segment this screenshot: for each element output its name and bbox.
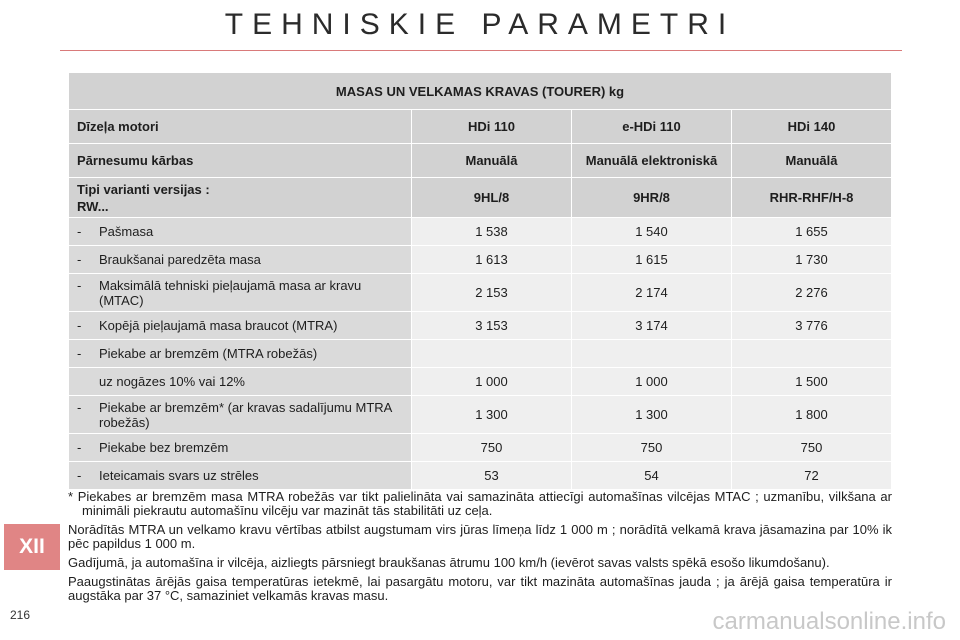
row-dash: - (77, 399, 82, 415)
header-value: 9HR/8 (572, 178, 732, 218)
row-value: 3 174 (572, 312, 732, 340)
row-label: Piekabe ar bremzēm (MTRA robežās) (99, 346, 318, 361)
footnote-paragraph: Paaugstinātas ārējās gaisa temperatūras ietekmē, lai pasargātu motoru, var tikt mazināta automašīnas jauda ; ja ārējā gaisa temperatūra ir augstāka par 37 °C, samaziniet velkamās kravas masu. (68, 574, 892, 603)
row-value: 1 500 (732, 368, 892, 396)
row-dash: - (77, 468, 82, 483)
row-value: 72 (732, 462, 892, 490)
row-label: Maksimālā tehniski pieļaujamā masa ar kravu (MTAC) (99, 277, 362, 308)
table-row (69, 246, 892, 274)
header-value: Manuālā (732, 144, 892, 178)
row-dash: - (77, 346, 82, 361)
row-label: Ieteicamais svars uz strēles (99, 468, 259, 483)
row-dash: - (77, 318, 82, 333)
table-row (69, 312, 892, 340)
row-label: uz nogāzes 10% vai 12% (99, 374, 245, 389)
row-value: 2 276 (732, 274, 892, 312)
table-row (69, 274, 892, 312)
footnote-paragraph: Norādītās MTRA un velkamo kravu vērtības atbilst augstumam virs jūras līmeņa līdz 1 000 m ; norādītā velkamā krava jāsamazina par 10% ik pēc papildus 1 000 m. (68, 522, 892, 551)
table-row (69, 368, 892, 396)
row-value: 53 (412, 462, 572, 490)
row-value: 2 174 (572, 274, 732, 312)
row-dash: - (77, 224, 82, 239)
row-value (572, 340, 732, 368)
header-row-variants (69, 178, 892, 218)
row-value: 1 613 (412, 246, 572, 274)
row-dash: - (77, 252, 82, 267)
row-value: 3 153 (412, 312, 572, 340)
row-dash: - (77, 440, 82, 455)
row-value: 1 000 (572, 368, 732, 396)
table-row (69, 396, 892, 434)
row-value: 1 300 (412, 396, 572, 434)
row-value: 3 776 (732, 312, 892, 340)
row-value: 2 153 (412, 274, 572, 312)
row-value (412, 340, 572, 368)
row-label: Pašmasa (99, 224, 154, 239)
table-row (69, 462, 892, 490)
table-row (69, 218, 892, 246)
table-row (69, 434, 892, 462)
footnote-star: * Piekabes ar bremzēm masa MTRA robežās var tikt palielināta vai samazināta attiecīgi automašīnas vilcējas MTAC ; uzmanību, vilkšana ar minimāli piekrautu automašīnu vilcēju var mazināt tās stabilitāti uz ceļa. (68, 489, 892, 518)
header-value: RHR-RHF/H-8 (732, 178, 892, 218)
row-value: 1 800 (732, 396, 892, 434)
header-value: HDi 140 (732, 110, 892, 144)
header-label: Dīzeļa motori (69, 110, 412, 144)
footnotes (68, 490, 892, 608)
row-value: 750 (572, 434, 732, 462)
row-value: 1 655 (732, 218, 892, 246)
header-label-line2: RW... (77, 198, 109, 214)
page-number: 216 (10, 608, 31, 622)
row-value: 750 (732, 434, 892, 462)
row-value (732, 340, 892, 368)
page-title: TEHNISKIE PARAMETRI (224, 8, 736, 41)
header-value: Manuālā elektroniskā (572, 144, 732, 178)
header-label-line1: Tipi varianti versijas : (77, 181, 210, 197)
row-value: 1 000 (412, 368, 572, 396)
watermark: carmanualsonline.info (712, 608, 946, 635)
row-value: 1 615 (572, 246, 732, 274)
row-value: 1 540 (572, 218, 732, 246)
header-label (69, 178, 412, 218)
table-heading: MASAS UN VELKAMAS KRAVAS (TOURER) kg (69, 73, 892, 110)
header-value: e-HDi 110 (572, 110, 732, 144)
header-row-engines (69, 110, 892, 144)
table-row (69, 340, 892, 368)
row-value: 1 538 (412, 218, 572, 246)
title-divider (60, 50, 902, 51)
row-label: Kopējā pieļaujamā masa braucot (MTRA) (99, 318, 338, 333)
row-value: 54 (572, 462, 732, 490)
row-label: Piekabe bez bremzēm (99, 440, 229, 455)
header-value: HDi 110 (412, 110, 572, 144)
mass-table (68, 72, 892, 490)
row-value: 750 (412, 434, 572, 462)
row-dash: - (77, 277, 82, 293)
header-value: 9HL/8 (412, 178, 572, 218)
row-label: Braukšanai paredzēta masa (99, 252, 261, 267)
header-label: Pārnesumu kārbas (69, 144, 412, 178)
header-row-gearboxes (69, 144, 892, 178)
row-value: 1 300 (572, 396, 732, 434)
footnote-paragraph: Gadījumā, ja automašīna ir vilcēja, aizliegts pārsniegt braukšanas ātrumu 100 km/h (ievērot savas valsts spēkā esošo likumdošanu). (68, 555, 830, 570)
row-label: Piekabe ar bremzēm* (ar kravas sadalījumu MTRA robežās) (99, 399, 392, 430)
chapter-tab: XII (4, 524, 60, 570)
row-value: 1 730 (732, 246, 892, 274)
header-value: Manuālā (412, 144, 572, 178)
